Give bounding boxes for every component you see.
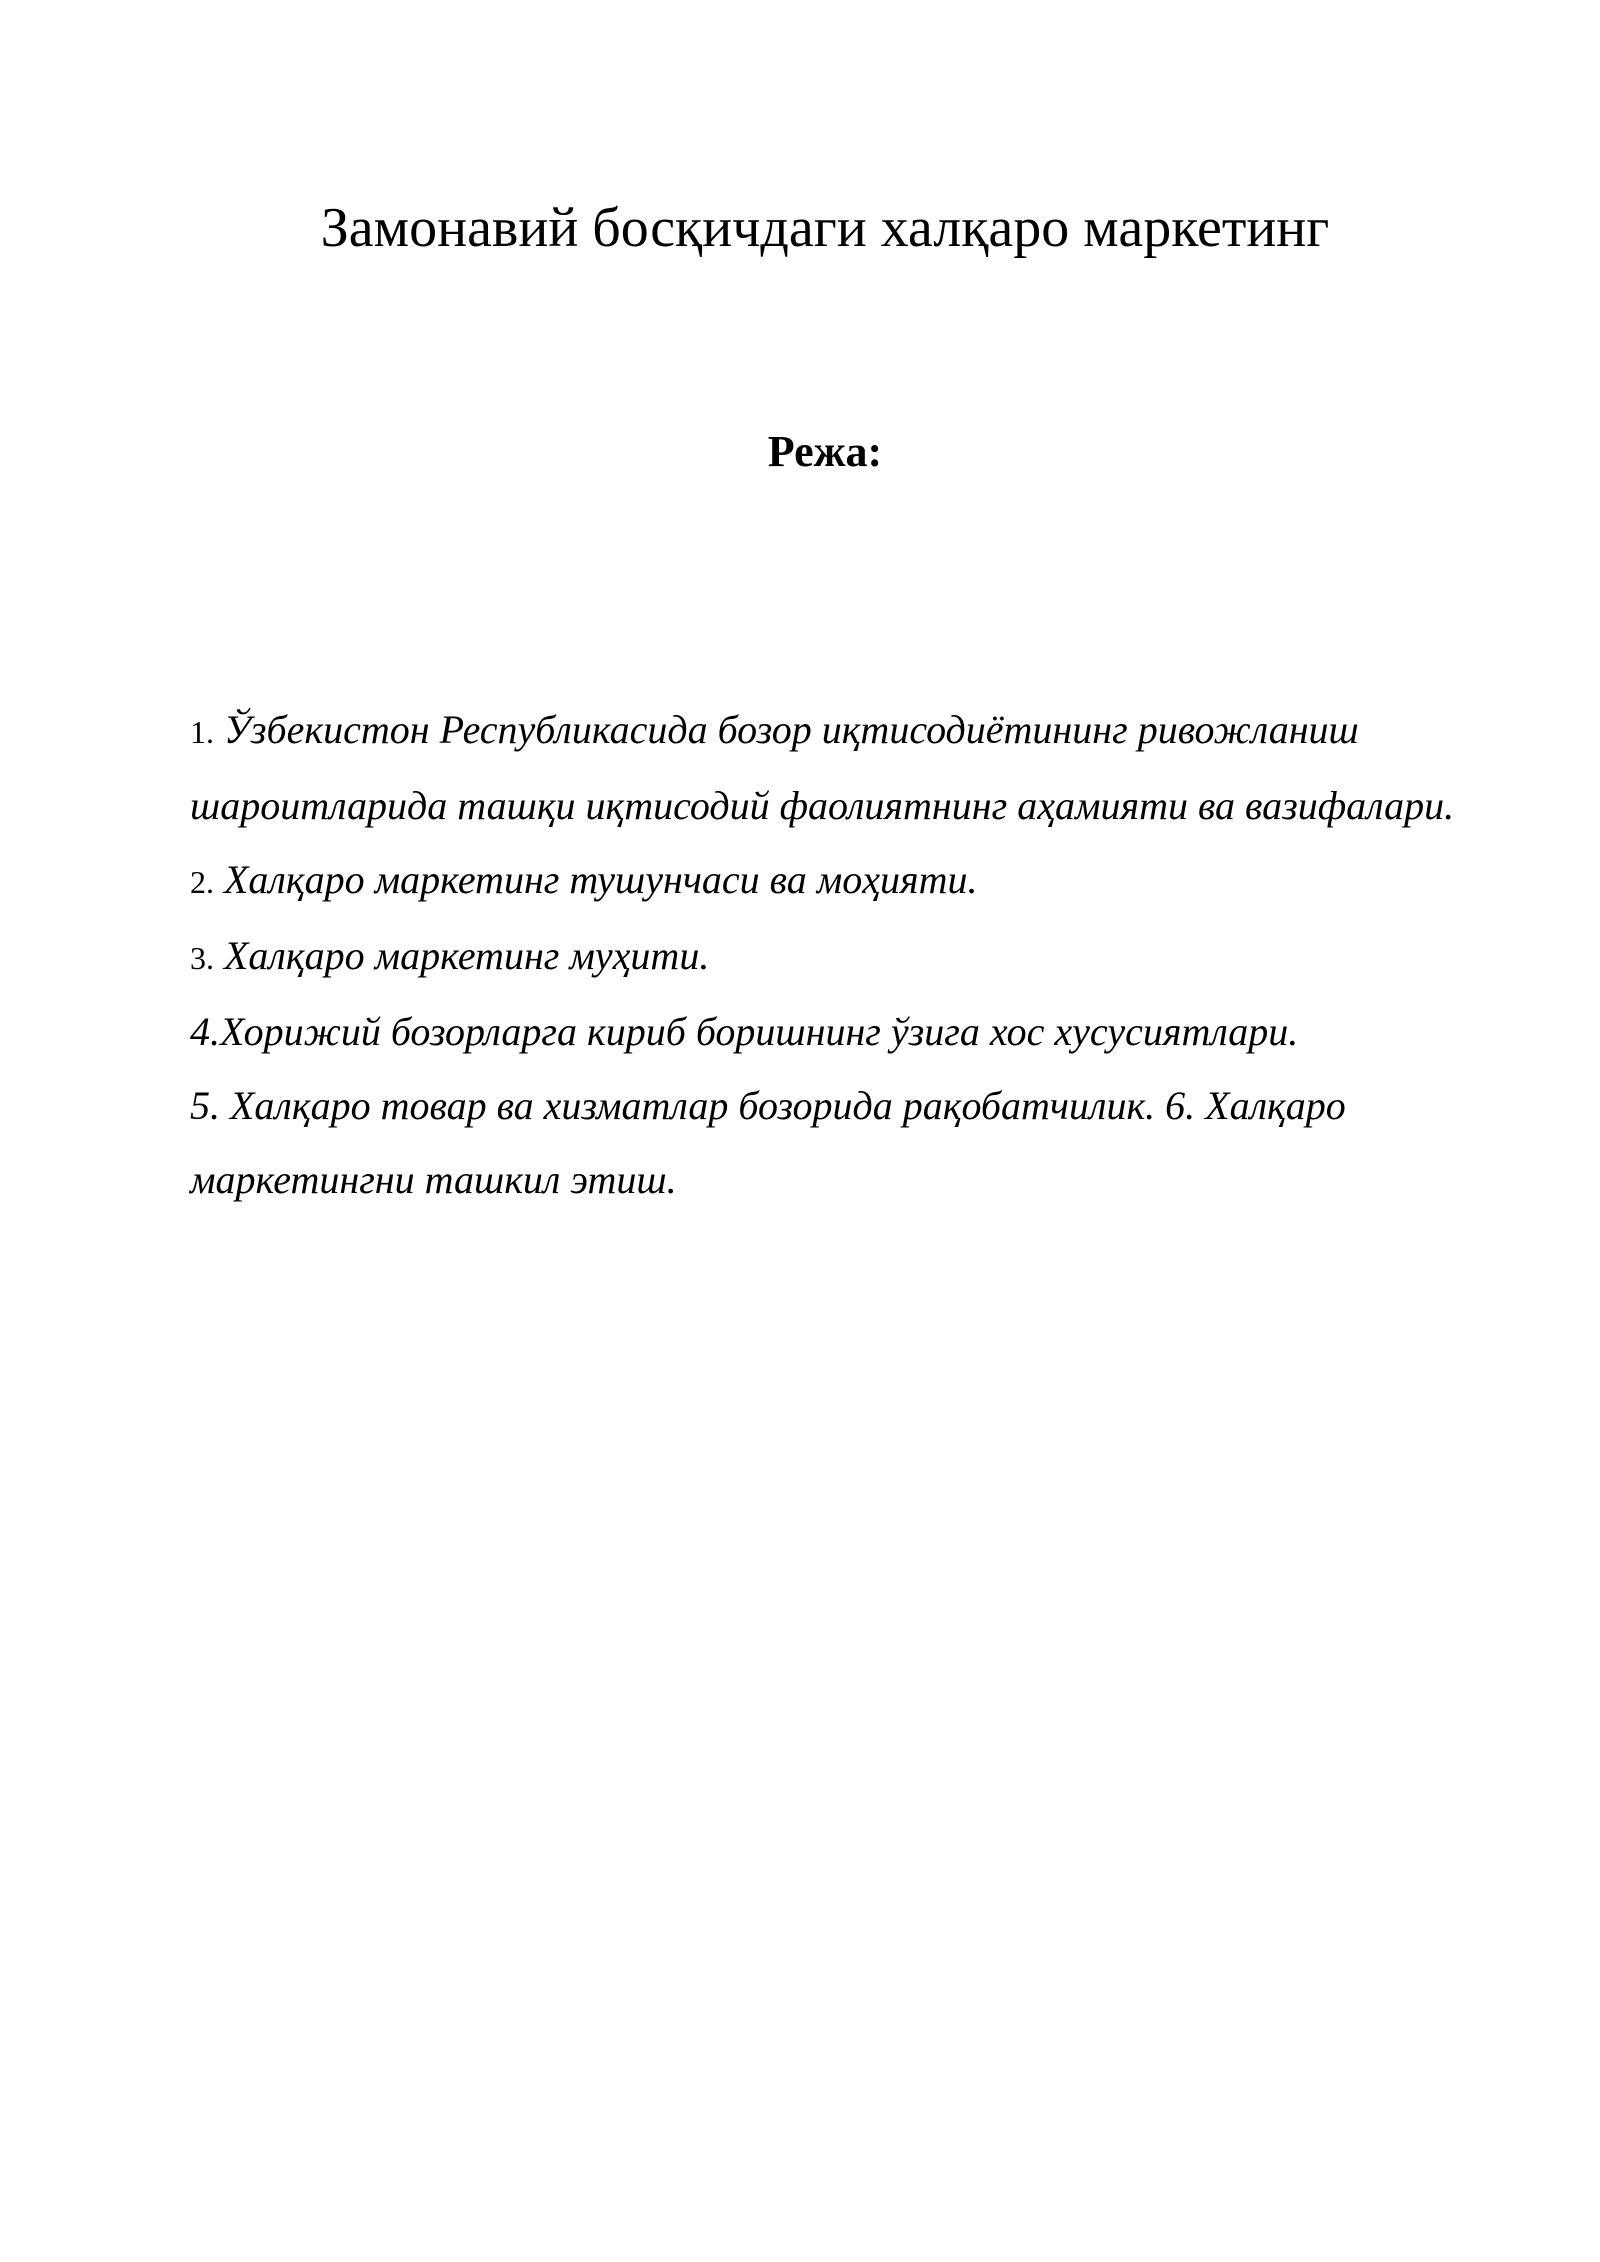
plan-item-number: 1. [190,714,214,750]
plan-item-5 [190,1069,1510,1217]
plan-item-number: 5. [190,1083,220,1128]
plan-item-text: Халқаро маркетинг муҳити. [224,933,710,978]
plan-item-4 [190,995,1510,1069]
plan-item-3 [190,919,1510,995]
plan-item-text: Хорижий бозорларга кириб боришнинг ўзига хос хусусиятлари. [220,1009,1299,1054]
plan-item-number: 2. [190,864,214,900]
plan-item-1 [190,693,1510,843]
plan-item-text: Ўзбекистон Республикасида бозор иқтисодиётининг ривожланиш шароитларида ташқи иқтисодий фаолиятнинг аҳамияти ва вазифалари. [190,707,1455,828]
plan-item-text: Халқаро маркетинг тушунчаси ва моҳияти. [224,857,978,902]
plan-item-number: 3. [190,940,214,976]
plan-list [190,693,1510,1217]
plan-heading: Режа: [767,427,883,476]
document-title: Замонавий босқичдаги халқаро маркетинг [320,197,1330,259]
plan-item-2 [190,843,1510,919]
plan-item-number: 4. [190,1009,220,1054]
plan-item-text: Халқаро товар ва хизматлар бозорида рақобатчилик. 6. Халқаро маркетингни ташкил этиш. [190,1083,1346,1202]
